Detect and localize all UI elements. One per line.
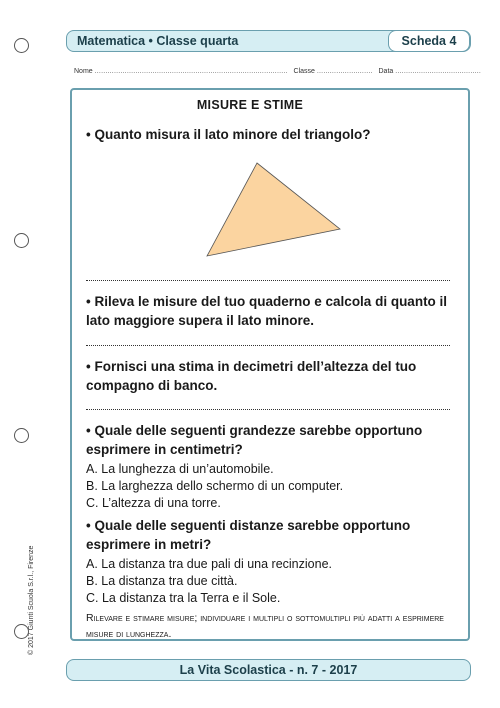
answer-line-1[interactable] [86, 280, 450, 281]
class-field[interactable]: .......................... [316, 68, 373, 75]
question-4-option-b: B. La larghezza dello schermo di un computer. [86, 479, 344, 493]
question-4: • Quale delle seguenti grandezze sarebbe opportuno esprimere in centimetri? [86, 423, 423, 457]
binder-hole-top [14, 38, 29, 53]
question-3: • Fornisci una stima in decimetri dell’altezza del tuo compagno di banco. [86, 359, 417, 393]
worksheet-title: MISURE E STIME [196, 98, 304, 112]
sheet-number: Scheda 4 [388, 30, 470, 52]
class-label: Classe [293, 68, 315, 75]
subject-label: Matematica • Classe quarta [77, 34, 239, 48]
binder-hole-bottom [14, 624, 29, 639]
question-5-option-b: B. La distanza tra due città. [86, 574, 238, 588]
question-5-option-a: A. La distanza tra due pali di una recinzione. [86, 557, 332, 571]
answer-line-3[interactable] [86, 409, 450, 410]
question-5-option-c: C. La distanza tra la Terra e il Sole. [86, 591, 281, 605]
question-5: • Quale delle seguenti distanze sarebbe opportuno esprimere in metri? [86, 518, 411, 552]
question-1: • Quanto misura il lato minore del triangolo? [86, 127, 371, 142]
name-field[interactable]: .......................................................................................... [94, 68, 288, 75]
question-4-option-c: C. L’altezza di una torre. [86, 496, 221, 510]
footer-bar: La Vita Scolastica - n. 7 - 2017 [66, 659, 471, 681]
header-bar [66, 30, 471, 52]
learning-objective: Rilevare e stimare misure; individuare i multipli o sottomultipli più adatti a esprimere misure di lunghezza. [86, 612, 444, 640]
name-label: Nome [74, 68, 93, 75]
answer-line-2[interactable] [86, 345, 450, 346]
binder-hole-upper [14, 233, 29, 248]
date-label: Data [378, 68, 394, 75]
triangle-shape [207, 163, 340, 256]
triangle-figure [195, 160, 345, 260]
binder-hole-lower [14, 428, 29, 443]
question-2: • Rileva le misure del tuo quaderno e calcola di quanto il lato maggiore supera il lato minore. [86, 294, 448, 328]
student-info-row [74, 68, 482, 75]
question-4-option-a: A. La lunghezza di un’automobile. [86, 462, 274, 476]
copyright-credit: © 2017 Giunti Scuola S.r.l., Firenze [28, 545, 35, 655]
date-field[interactable]: ........................................ [395, 68, 482, 75]
